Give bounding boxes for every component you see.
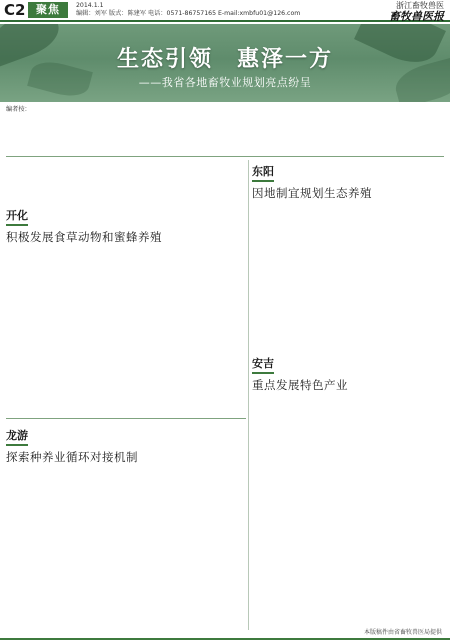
header-date: 2014.1.1 bbox=[76, 2, 104, 9]
masthead-paper-name: 畜牧兽医报 bbox=[389, 10, 444, 23]
masthead-province: 浙江畜牧兽医 bbox=[396, 1, 444, 10]
header-info bbox=[76, 2, 300, 18]
section-kaihua-col1 bbox=[6, 236, 82, 412]
column-divider bbox=[248, 160, 249, 630]
section-anji-col1 bbox=[252, 384, 344, 620]
editor-note: 编者按： bbox=[6, 106, 31, 113]
section-kaihua-heading: 积极发展食草动物和蜜蜂养殖 bbox=[6, 230, 162, 244]
section-longyou-heading: 探索种养业循环对接机制 bbox=[6, 450, 138, 464]
section-longyou-col1 bbox=[6, 458, 82, 622]
page-header bbox=[0, 0, 450, 22]
section-longyou-col3 bbox=[166, 458, 246, 622]
header-contact: 编辑：刘军 版式：陈建军 电话：0571-86757165 E-mail:xmbfu01@126.com bbox=[76, 10, 301, 17]
section-longyou-col2 bbox=[86, 458, 162, 622]
section-longyou-tag: 龙游 bbox=[6, 427, 28, 446]
section-kaihua-tag: 开化 bbox=[6, 207, 28, 226]
divider bbox=[6, 156, 444, 157]
feature-banner bbox=[0, 24, 450, 102]
section-anji-col2 bbox=[350, 384, 444, 620]
section-label: 聚焦 bbox=[28, 2, 68, 18]
footer-credit: 本版稿件由省畜牧兽医局提供 bbox=[363, 629, 442, 636]
banner-subtitle: ——我省各地畜牧业规划亮点纷呈 bbox=[138, 76, 312, 89]
section-dongyang-heading: 因地制宜规划生态养殖 bbox=[252, 186, 372, 200]
divider bbox=[6, 418, 246, 419]
section-dongyang-tag: 东阳 bbox=[252, 163, 274, 182]
section-kaihua-col3 bbox=[166, 236, 246, 412]
banner-title: 生态引领 惠泽一方 bbox=[116, 47, 333, 72]
section-kaihua-col2 bbox=[86, 236, 162, 412]
section-dongyang-col2 bbox=[350, 192, 444, 342]
section-anji-tag: 安吉 bbox=[252, 355, 274, 374]
page-number: C2 bbox=[4, 1, 26, 19]
masthead bbox=[389, 1, 444, 22]
section-dongyang-col1 bbox=[252, 192, 344, 342]
section-anji-heading: 重点发展特色产业 bbox=[252, 378, 348, 392]
